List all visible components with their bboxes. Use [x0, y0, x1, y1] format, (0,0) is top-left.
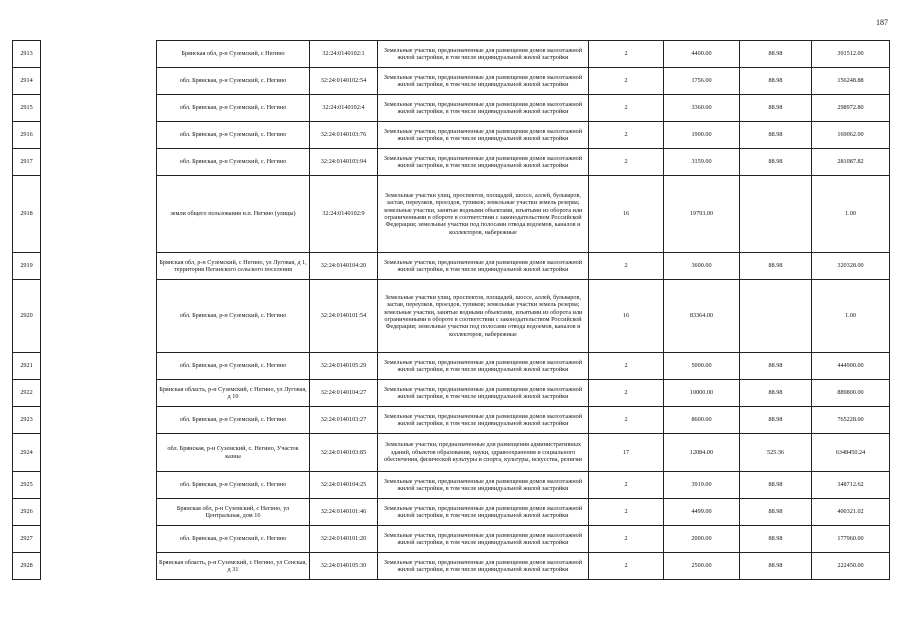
table-row [13, 176, 890, 253]
group-cell: 2 [589, 68, 664, 95]
cadastral-number-cell: 32:24:0140102:9 [310, 176, 378, 253]
cadastral-value-cell: 222450.00 [812, 553, 890, 580]
table-row [13, 122, 890, 149]
area-cell: 5000.00 [664, 353, 740, 380]
land-use-cell: Земельные участки, предназначенные для размещения домов малоэтажной жилой застройки, в том числе индивидуальной жилой застройки [378, 380, 589, 407]
group-cell: 16 [589, 280, 664, 353]
address-cell: Брянская обл, р-н Суземский, с Негино, ул Луговая, д 1, территория Негинского сельского поселения [157, 253, 310, 280]
spacer-cell [41, 526, 157, 553]
group-cell: 2 [589, 41, 664, 68]
area-cell: 2500.00 [664, 553, 740, 580]
area-cell: 3159.00 [664, 149, 740, 176]
cadastral-value-cell: 444900.00 [812, 353, 890, 380]
cadastral-value-cell: 156248.88 [812, 68, 890, 95]
land-use-cell: Земельные участки, предназначенные для размещения домов малоэтажной жилой застройки, в том числе индивидуальной жилой застройки [378, 149, 589, 176]
specific-value-cell: 88.98 [740, 353, 812, 380]
group-cell: 2 [589, 472, 664, 499]
table-row [13, 434, 890, 472]
spacer-cell [41, 95, 157, 122]
table-row [13, 472, 890, 499]
area-cell: 3360.00 [664, 95, 740, 122]
spacer-cell [41, 280, 157, 353]
cadastral-number-cell: 32:24:0140103:27 [310, 407, 378, 434]
address-cell: обл. Брянская, р-н Суземский, с. Негино [157, 122, 310, 149]
land-use-cell: Земельные участки, предназначенные для размещения домов малоэтажной жилой застройки, в том числе индивидуальной жилой застройки [378, 499, 589, 526]
address-cell: Брянская область, р-н Суземский, с Негино, ул Луговая, д 10 [157, 380, 310, 407]
group-cell: 2 [589, 526, 664, 553]
group-cell: 2 [589, 149, 664, 176]
specific-value-cell: 88.98 [740, 380, 812, 407]
specific-value-cell [740, 176, 812, 253]
cadastral-value-cell: 348712.62 [812, 472, 890, 499]
cadastral-value-cell: 1.00 [812, 280, 890, 353]
table-row [13, 353, 890, 380]
land-use-cell: Земельные участки, предназначенные для размещения домов малоэтажной жилой застройки, в том числе индивидуальной жилой застройки [378, 41, 589, 68]
area-cell: 12084.00 [664, 434, 740, 472]
row-number-cell: 2922 [13, 380, 41, 407]
cadastral-number-cell: 32:24:0140102:1 [310, 41, 378, 68]
address-cell: обл. Брянская, р-н Суземский, с. Негино [157, 149, 310, 176]
land-use-cell: Земельные участки улиц, проспектов, площадей, шоссе, аллей, бульваров, застав, переулков, проездов, тупиков; земельные участки земель резерва; земельные участки, занятые водными объектами, изъятыми из оборота или ограниченными в обороте в соответствии с законодательством Российской Федерации; земельные участки под полосами отвода водоемов, каналов и коллекторов, набережные [378, 280, 589, 353]
cadastral-number-cell: 32:24:0140105:29 [310, 353, 378, 380]
spacer-cell [41, 68, 157, 95]
table-row [13, 68, 890, 95]
specific-value-cell: 88.98 [740, 68, 812, 95]
address-cell: обл. Брянская, р-н Суземский, с. Негино [157, 95, 310, 122]
cadastral-number-cell: 32:24:0140103:76 [310, 122, 378, 149]
group-cell: 16 [589, 176, 664, 253]
specific-value-cell [740, 280, 812, 353]
cadastral-value-cell: 320328.00 [812, 253, 890, 280]
table-row [13, 553, 890, 580]
specific-value-cell: 88.98 [740, 526, 812, 553]
cadastral-number-cell: 32:24:0140103:94 [310, 149, 378, 176]
row-number-cell: 2918 [13, 176, 41, 253]
address-cell: Брянская обл, р-н Суземский, с Негино [157, 41, 310, 68]
table-row [13, 149, 890, 176]
spacer-cell [41, 122, 157, 149]
area-cell: 1900.00 [664, 122, 740, 149]
address-cell: Брянская область, р-н Суземский, с Негино, ул Сенская, д 31 [157, 553, 310, 580]
cadastral-number-cell: 32:24:0140102:4 [310, 95, 378, 122]
cadastral-value-cell: 298972.80 [812, 95, 890, 122]
land-use-cell: Земельные участки, предназначенные для размещения домов малоэтажной жилой застройки, в том числе индивидуальной жилой застройки [378, 472, 589, 499]
address-cell: Брянская обл, р-н Суземский, с Негино, ул Центральная, дом 16 [157, 499, 310, 526]
land-use-cell: Земельные участки улиц, проспектов, площадей, шоссе, аллей, бульваров, застав, переулков, проездов, тупиков; земельные участки земель резерва; земельные участки, занятые водными объектами, изъятыми из оборота или ограниченными в обороте в соответствии с законодательством Российской Федерации; земельные участки под полосами отвода водоемов, каналов и коллекторов, набережные [378, 176, 589, 253]
specific-value-cell: 88.98 [740, 41, 812, 68]
land-use-cell: Земельные участки, предназначенные для размещения домов малоэтажной жилой застройки, в том числе индивидуальной жилой застройки [378, 407, 589, 434]
group-cell: 2 [589, 553, 664, 580]
table-row [13, 499, 890, 526]
table-row [13, 95, 890, 122]
table-row [13, 380, 890, 407]
cadastral-value-cell: 400321.02 [812, 499, 890, 526]
row-number-cell: 2913 [13, 41, 41, 68]
area-cell: 3919.00 [664, 472, 740, 499]
specific-value-cell: 88.98 [740, 499, 812, 526]
land-use-cell: Земельные участки, предназначенные для размещения домов малоэтажной жилой застройки, в том числе индивидуальной жилой застройки [378, 253, 589, 280]
area-cell: 1756.00 [664, 68, 740, 95]
specific-value-cell: 88.98 [740, 553, 812, 580]
row-number-cell: 2919 [13, 253, 41, 280]
cadastral-value-cell: 1.00 [812, 176, 890, 253]
group-cell: 2 [589, 122, 664, 149]
land-valuation-table [12, 40, 890, 580]
cadastral-number-cell: 32:24:0140101:54 [310, 280, 378, 353]
row-number-cell: 2926 [13, 499, 41, 526]
spacer-cell [41, 472, 157, 499]
table-row [13, 41, 890, 68]
row-number-cell: 2920 [13, 280, 41, 353]
land-use-cell: Земельные участки, предназначенные для размещения домов малоэтажной жилой застройки, в том числе индивидуальной жилой застройки [378, 95, 589, 122]
address-cell: обл. Брянская, р-н Суземский, с. Негино [157, 280, 310, 353]
cadastral-value-cell: 177960.00 [812, 526, 890, 553]
area-cell: 2000.00 [664, 526, 740, 553]
table-row [13, 526, 890, 553]
table-body [13, 41, 890, 580]
group-cell: 2 [589, 407, 664, 434]
address-cell: земли общего пользования н.п. Негино (улицы) [157, 176, 310, 253]
cadastral-number-cell: 32:24:0140104:20 [310, 253, 378, 280]
cadastral-value-cell: 765228.00 [812, 407, 890, 434]
area-cell: 10000.00 [664, 380, 740, 407]
cadastral-value-cell: 889800.00 [812, 380, 890, 407]
spacer-cell [41, 553, 157, 580]
address-cell: обл. Брянская, р-н Суземский, с. Негино [157, 526, 310, 553]
table-row [13, 407, 890, 434]
land-use-cell: Земельные участки, предназначенные для размещения административных зданий, объектов образования, науки, здравоохранения и социального обеспечения, физической культуры и спорта, культуры, искусства, религии [378, 434, 589, 472]
row-number-cell: 2917 [13, 149, 41, 176]
area-cell: 19793.00 [664, 176, 740, 253]
row-number-cell: 2928 [13, 553, 41, 580]
table-row [13, 280, 890, 353]
page-number: 187 [876, 18, 888, 27]
row-number-cell: 2921 [13, 353, 41, 380]
address-cell: обл. Брянская, р-н Суземский, с. Негино, Участок казны [157, 434, 310, 472]
specific-value-cell: 88.98 [740, 407, 812, 434]
spacer-cell [41, 176, 157, 253]
cadastral-number-cell: 32:24:0140103:85 [310, 434, 378, 472]
group-cell: 2 [589, 380, 664, 407]
specific-value-cell: 88.98 [740, 122, 812, 149]
group-cell: 2 [589, 353, 664, 380]
cadastral-number-cell: 32:24:0140101:20 [310, 526, 378, 553]
spacer-cell [41, 380, 157, 407]
spacer-cell [41, 407, 157, 434]
spacer-cell [41, 434, 157, 472]
group-cell: 2 [589, 253, 664, 280]
row-number-cell: 2916 [13, 122, 41, 149]
area-cell: 3600.00 [664, 253, 740, 280]
cadastral-value-cell: 391512.00 [812, 41, 890, 68]
row-number-cell: 2924 [13, 434, 41, 472]
cadastral-number-cell: 32:24:0140104:25 [310, 472, 378, 499]
cadastral-number-cell: 32:24:0140105:30 [310, 553, 378, 580]
land-use-cell: Земельные участки, предназначенные для размещения домов малоэтажной жилой застройки, в том числе индивидуальной жилой застройки [378, 526, 589, 553]
land-use-cell: Земельные участки, предназначенные для размещения домов малоэтажной жилой застройки, в том числе индивидуальной жилой застройки [378, 553, 589, 580]
cadastral-number-cell: 32:24:0140104:27 [310, 380, 378, 407]
specific-value-cell: 88.98 [740, 149, 812, 176]
land-use-cell: Земельные участки, предназначенные для размещения домов малоэтажной жилой застройки, в том числе индивидуальной жилой застройки [378, 68, 589, 95]
address-cell: обл. Брянская, р-н Суземский, с. Негино [157, 472, 310, 499]
spacer-cell [41, 253, 157, 280]
cadastral-number-cell: 32:24:0140102:54 [310, 68, 378, 95]
cadastral-value-cell: 281087.82 [812, 149, 890, 176]
spacer-cell [41, 499, 157, 526]
group-cell: 17 [589, 434, 664, 472]
row-number-cell: 2914 [13, 68, 41, 95]
spacer-cell [41, 149, 157, 176]
land-use-cell: Земельные участки, предназначенные для размещения домов малоэтажной жилой застройки, в том числе индивидуальной жилой застройки [378, 353, 589, 380]
row-number-cell: 2923 [13, 407, 41, 434]
cadastral-value-cell: 6348450.24 [812, 434, 890, 472]
address-cell: обл. Брянская, р-н Суземский, с. Негино [157, 353, 310, 380]
row-number-cell: 2915 [13, 95, 41, 122]
area-cell: 83364.00 [664, 280, 740, 353]
cadastral-value-cell: 169062.00 [812, 122, 890, 149]
specific-value-cell: 88.98 [740, 472, 812, 499]
address-cell: обл. Брянская, р-н Суземский, с. Негино [157, 407, 310, 434]
specific-value-cell: 88.98 [740, 95, 812, 122]
area-cell: 8600.00 [664, 407, 740, 434]
area-cell: 4499.00 [664, 499, 740, 526]
address-cell: обл. Брянская, р-н Суземский, с. Негино [157, 68, 310, 95]
land-use-cell: Земельные участки, предназначенные для размещения домов малоэтажной жилой застройки, в том числе индивидуальной жилой застройки [378, 122, 589, 149]
spacer-cell [41, 41, 157, 68]
table-row [13, 253, 890, 280]
specific-value-cell: 88.98 [740, 253, 812, 280]
row-number-cell: 2925 [13, 472, 41, 499]
cadastral-number-cell: 32:24:0140101:46 [310, 499, 378, 526]
group-cell: 2 [589, 95, 664, 122]
row-number-cell: 2927 [13, 526, 41, 553]
group-cell: 2 [589, 499, 664, 526]
area-cell: 4400.00 [664, 41, 740, 68]
spacer-cell [41, 353, 157, 380]
specific-value-cell: 525.36 [740, 434, 812, 472]
